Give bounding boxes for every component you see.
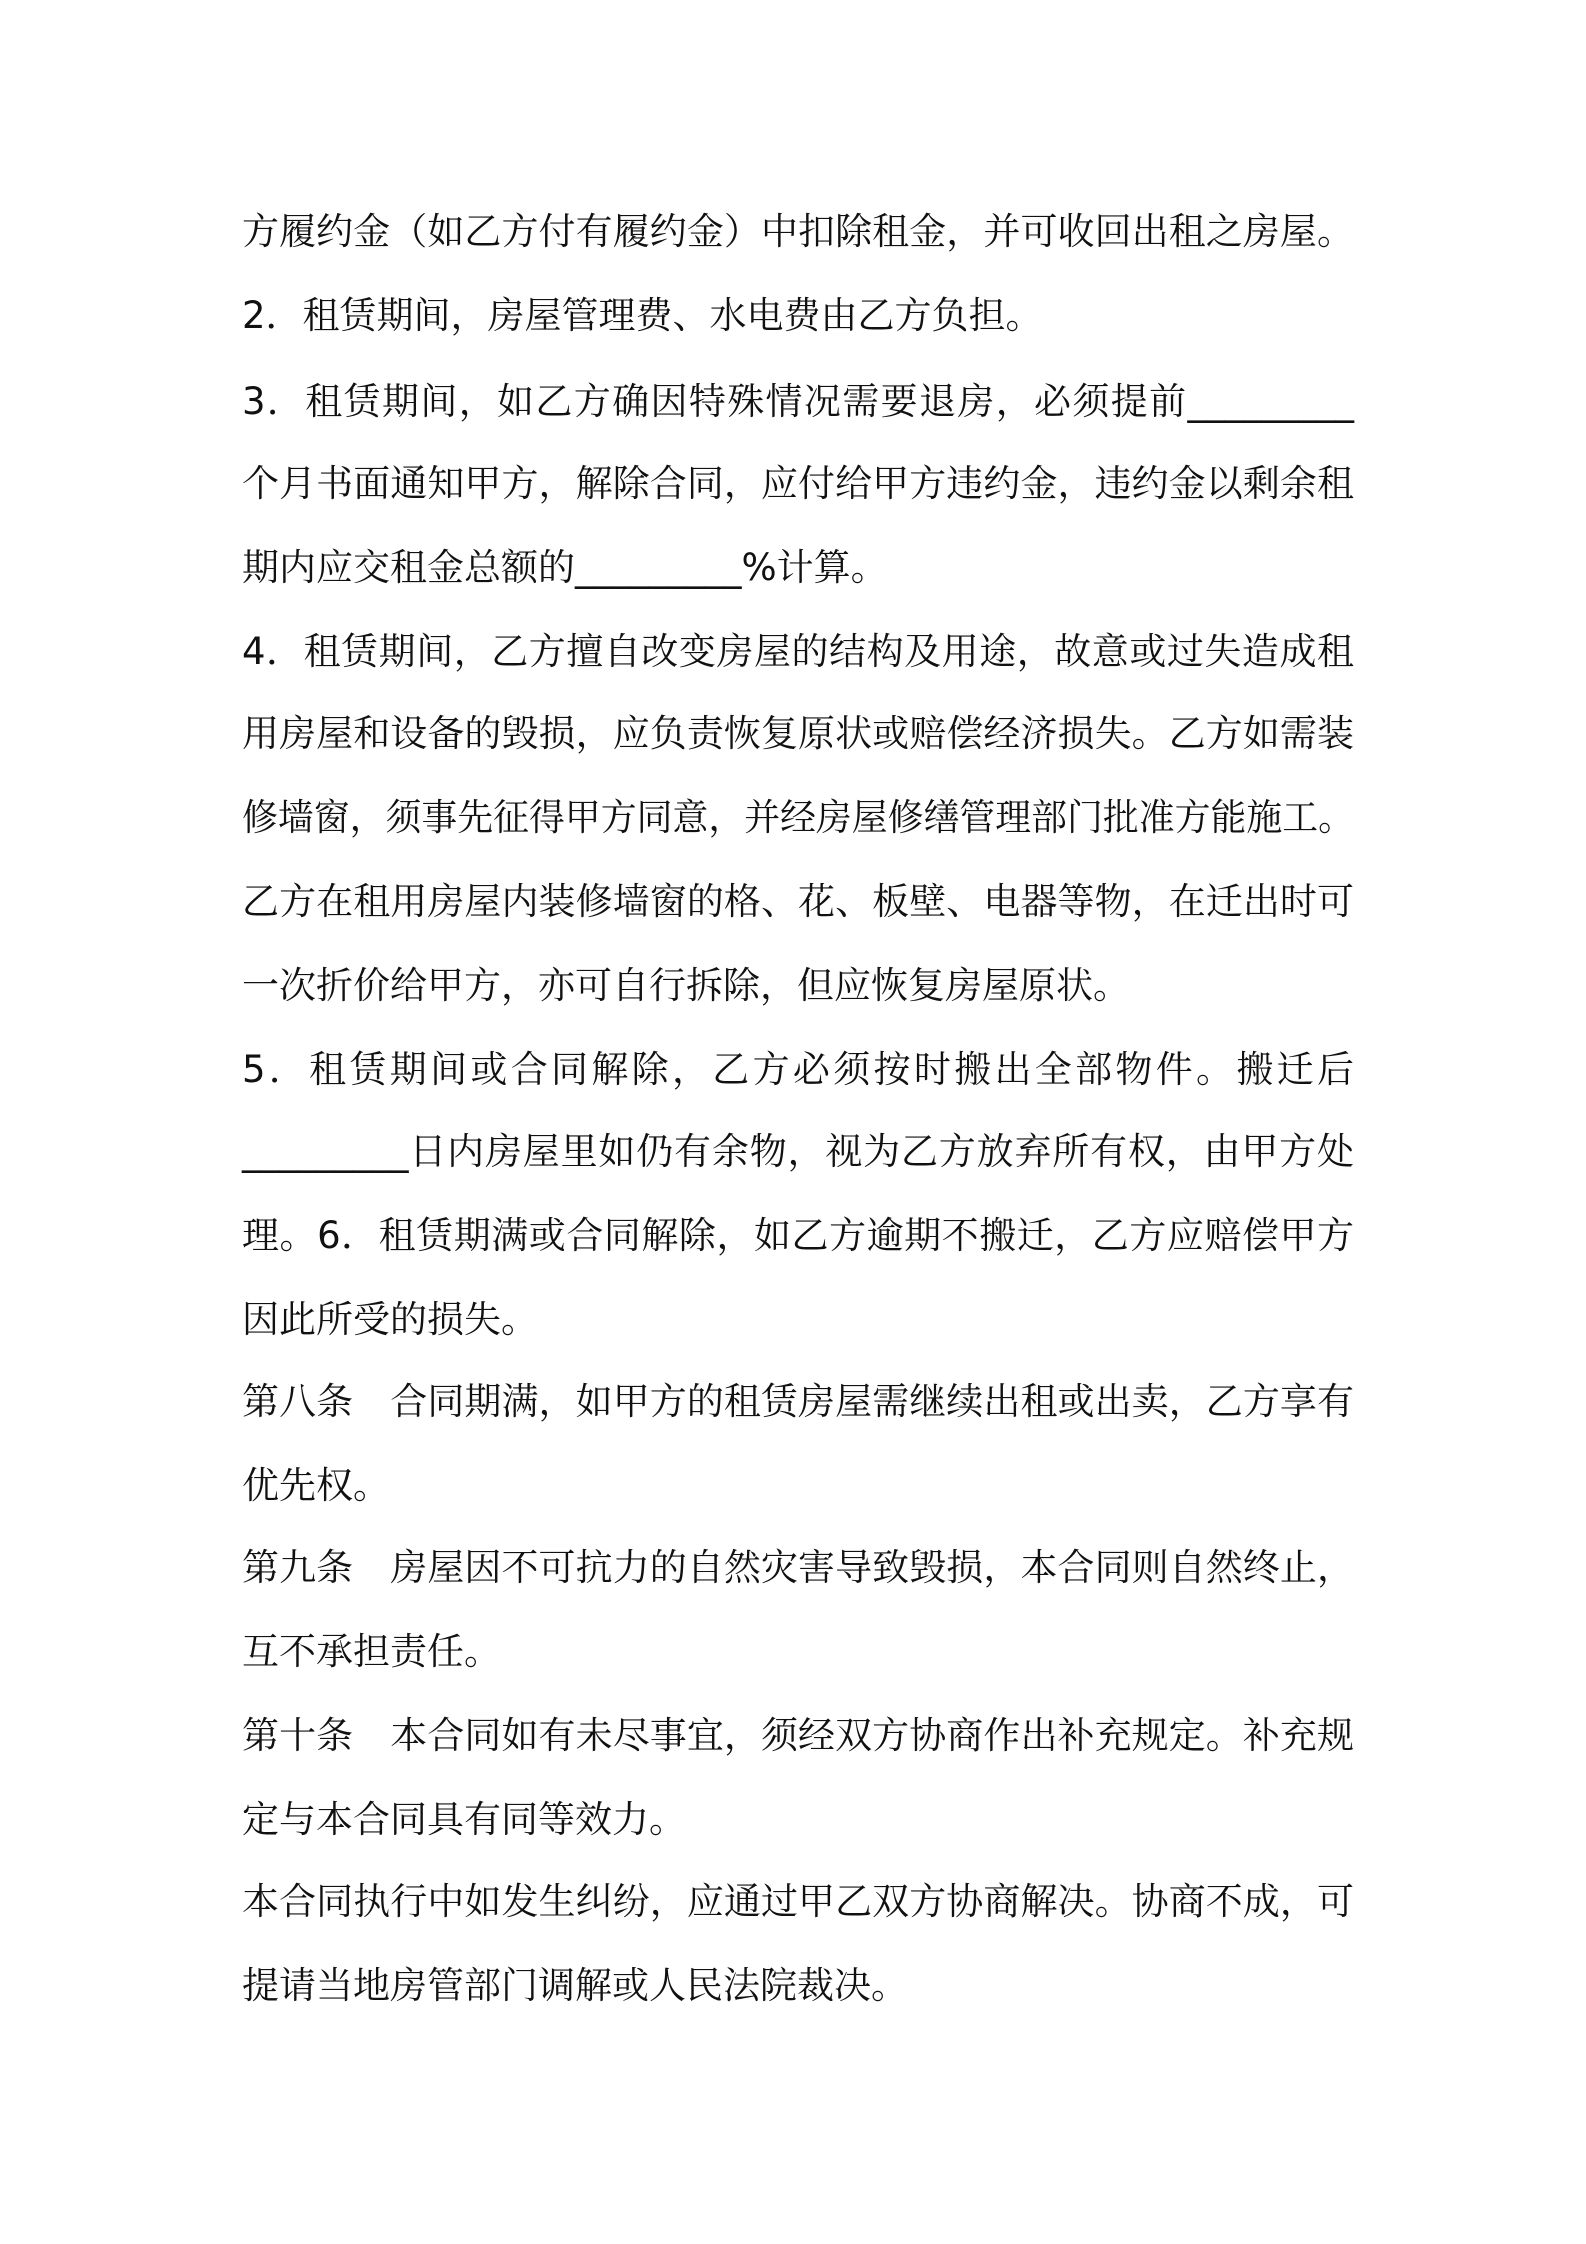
text-line: 第九条 房屋因不可抗力的自然灾害导致毁损，本合同则自然终止，	[242, 1546, 1354, 1589]
text-line: 第十条 本合同如有未尽事宜，须经双方协商作出补充规定。补充规	[242, 1714, 1354, 1757]
text-line: 乙方在租用房屋内装修墙窗的格、花、板壁、电器等物，在迁出时可	[242, 880, 1354, 923]
text-line: 4．租赁期间，乙方擅自改变房屋的结构及用途，故意或过失造成租	[242, 630, 1354, 673]
text-line: 本合同执行中如发生纠纷，应通过甲乙双方协商解决。协商不成，可	[242, 1880, 1354, 1923]
text-line: 互不承担责任。	[242, 1630, 501, 1673]
text-line: 修墙窗，须事先征得甲方同意，并经房屋修缮管理部门批准方能施工。	[242, 796, 1354, 839]
text-line: 期内应交租金总额的_________%计算。	[242, 546, 888, 589]
text-line: _________日内房屋里如仍有余物，视为乙方放弃所有权，由甲方处	[242, 1130, 1354, 1173]
text-line: 理。6．租赁期满或合同解除，如乙方逾期不搬迁，乙方应赔偿甲方	[242, 1214, 1354, 1257]
text-line: 个月书面通知甲方，解除合同，应付给甲方违约金，违约金以剩余租	[242, 462, 1354, 505]
text-line: 第八条 合同期满，如甲方的租赁房屋需继续出租或出卖，乙方享有	[242, 1380, 1354, 1423]
text-line: 2．租赁期间，房屋管理费、水电费由乙方负担。	[242, 294, 1043, 337]
text-line: 优先权。	[242, 1464, 390, 1507]
text-line: 5．租赁期间或合同解除，乙方必须按时搬出全部物件。搬迁后	[242, 1048, 1354, 1091]
text-line: 因此所受的损失。	[242, 1298, 538, 1341]
text-line: 3．租赁期间，如乙方确因特殊情况需要退房，必须提前_________	[242, 380, 1354, 423]
text-line: 定与本合同具有同等效力。	[242, 1798, 686, 1841]
text-line: 提请当地房管部门调解或人民法院裁决。	[242, 1964, 908, 2007]
text-line: 方履约金（如乙方付有履约金）中扣除租金，并可收回出租之房屋。	[242, 210, 1354, 253]
text-line: 一次折价给甲方，亦可自行拆除，但应恢复房屋原状。	[242, 964, 1130, 1007]
text-line: 用房屋和设备的毁损，应负责恢复原状或赔偿经济损失。乙方如需装	[242, 712, 1354, 755]
